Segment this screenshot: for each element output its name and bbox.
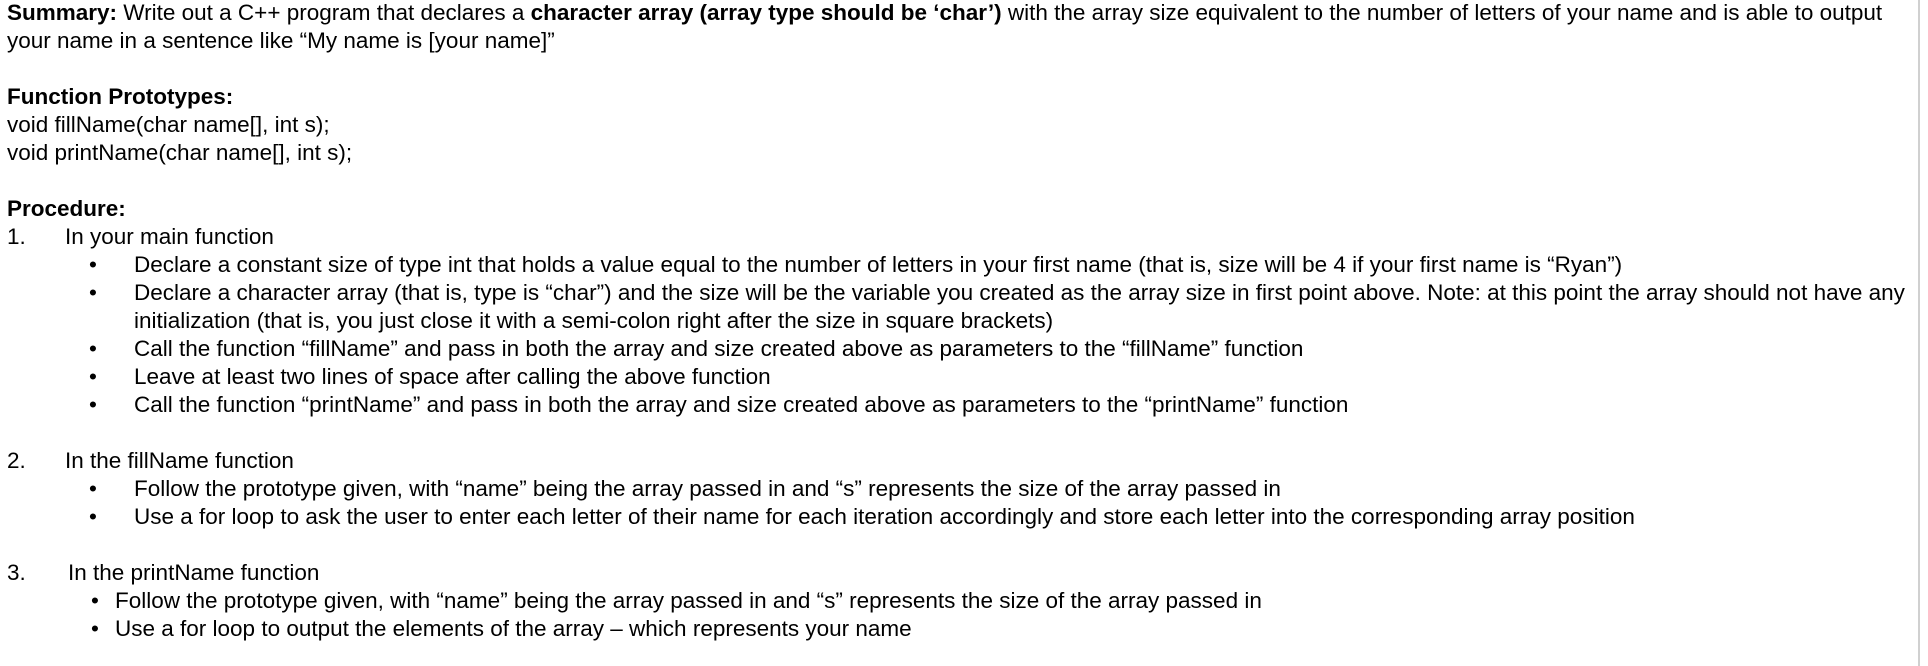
bullet-icon: • xyxy=(89,476,97,501)
bullet-icon: • xyxy=(89,392,97,417)
list-item-text: Declare a constant size of type int that holds a value equal to the number of letters in your first name (that is, size will be 4 if your first name is “Ryan”) xyxy=(134,252,1623,277)
prototypes-heading: Function Prototypes: xyxy=(7,84,234,109)
step-1-bullet-list xyxy=(7,251,1912,419)
list-item-continuation xyxy=(7,307,1912,335)
summary-text-end: with the array size equivalent to the number of letters of your name and is able to output your name in a sentence like “My name is [your name]” xyxy=(7,0,1883,53)
list-item-text: Use a for loop to ask the user to enter each letter of their name for each iteration accordingly and store each letter into the corresponding array position xyxy=(134,504,1635,529)
list-item-text: Follow the prototype given, with “name” being the array passed in and “s” represents the size of the array passed in xyxy=(115,588,1262,613)
spacer xyxy=(7,55,1912,83)
list-item xyxy=(7,475,1912,503)
bullet-icon: • xyxy=(89,504,97,529)
bullet-icon: • xyxy=(91,616,99,641)
list-item xyxy=(7,615,1912,643)
prototype-line: void printName(char name[], int s); xyxy=(7,140,353,165)
step-2-bullet-list xyxy=(7,475,1912,531)
list-item xyxy=(7,279,1912,307)
summary-bold-text: character array (array type should be ‘char’) xyxy=(530,0,1002,25)
list-item-text: Call the function “printName” and pass in both the array and size created above as parameters to the “printName” function xyxy=(134,392,1349,417)
procedure-step-1 xyxy=(7,223,1912,251)
step-title: In your main function xyxy=(65,224,274,249)
spacer xyxy=(7,167,1912,195)
list-item xyxy=(7,251,1912,279)
bullet-icon: • xyxy=(89,252,97,277)
list-item-text: Call the function “fillName” and pass in both the array and size created above as parameters to the “fillName” function xyxy=(134,336,1304,361)
list-item xyxy=(7,503,1912,531)
list-item-text: initialization (that is, you just close it with a semi-colon right after the size in square brackets) xyxy=(134,308,1054,333)
procedure-step-2 xyxy=(7,447,1912,475)
step-title: In the fillName function xyxy=(65,448,294,473)
list-item xyxy=(7,391,1912,419)
procedure-heading: Procedure: xyxy=(7,196,126,221)
spacer xyxy=(7,419,1912,447)
step-3-bullet-list xyxy=(7,587,1912,643)
list-item xyxy=(7,335,1912,363)
list-item-text: Declare a character array (that is, type is “char”) and the size will be the variable you created as the array size in first point above. Note: at this point the array should not have any xyxy=(134,280,1905,305)
list-item xyxy=(7,363,1912,391)
list-item-text: Use a for loop to output the elements of the array – which represents your name xyxy=(115,616,912,641)
summary-text-start: Write out a C++ program that declares a xyxy=(117,0,531,25)
bullet-icon: • xyxy=(89,280,97,305)
list-item-text: Follow the prototype given, with “name” being the array passed in and “s” represents the size of the array passed in xyxy=(134,476,1281,501)
summary-paragraph xyxy=(7,0,1912,55)
prototype-line: void fillName(char name[], int s); xyxy=(7,112,330,137)
bullet-icon: • xyxy=(89,364,97,389)
procedure-step-3 xyxy=(7,559,1912,587)
list-item-text: Leave at least two lines of space after calling the above function xyxy=(134,364,771,389)
list-item xyxy=(7,587,1912,615)
step-number: 1. xyxy=(7,224,26,249)
step-number: 3. xyxy=(7,560,26,585)
step-title: In the printName function xyxy=(68,560,320,585)
bullet-icon: • xyxy=(89,336,97,361)
bullet-icon: • xyxy=(91,588,99,613)
step-number: 2. xyxy=(7,448,26,473)
spacer xyxy=(7,531,1912,559)
summary-label: Summary: xyxy=(7,0,118,25)
